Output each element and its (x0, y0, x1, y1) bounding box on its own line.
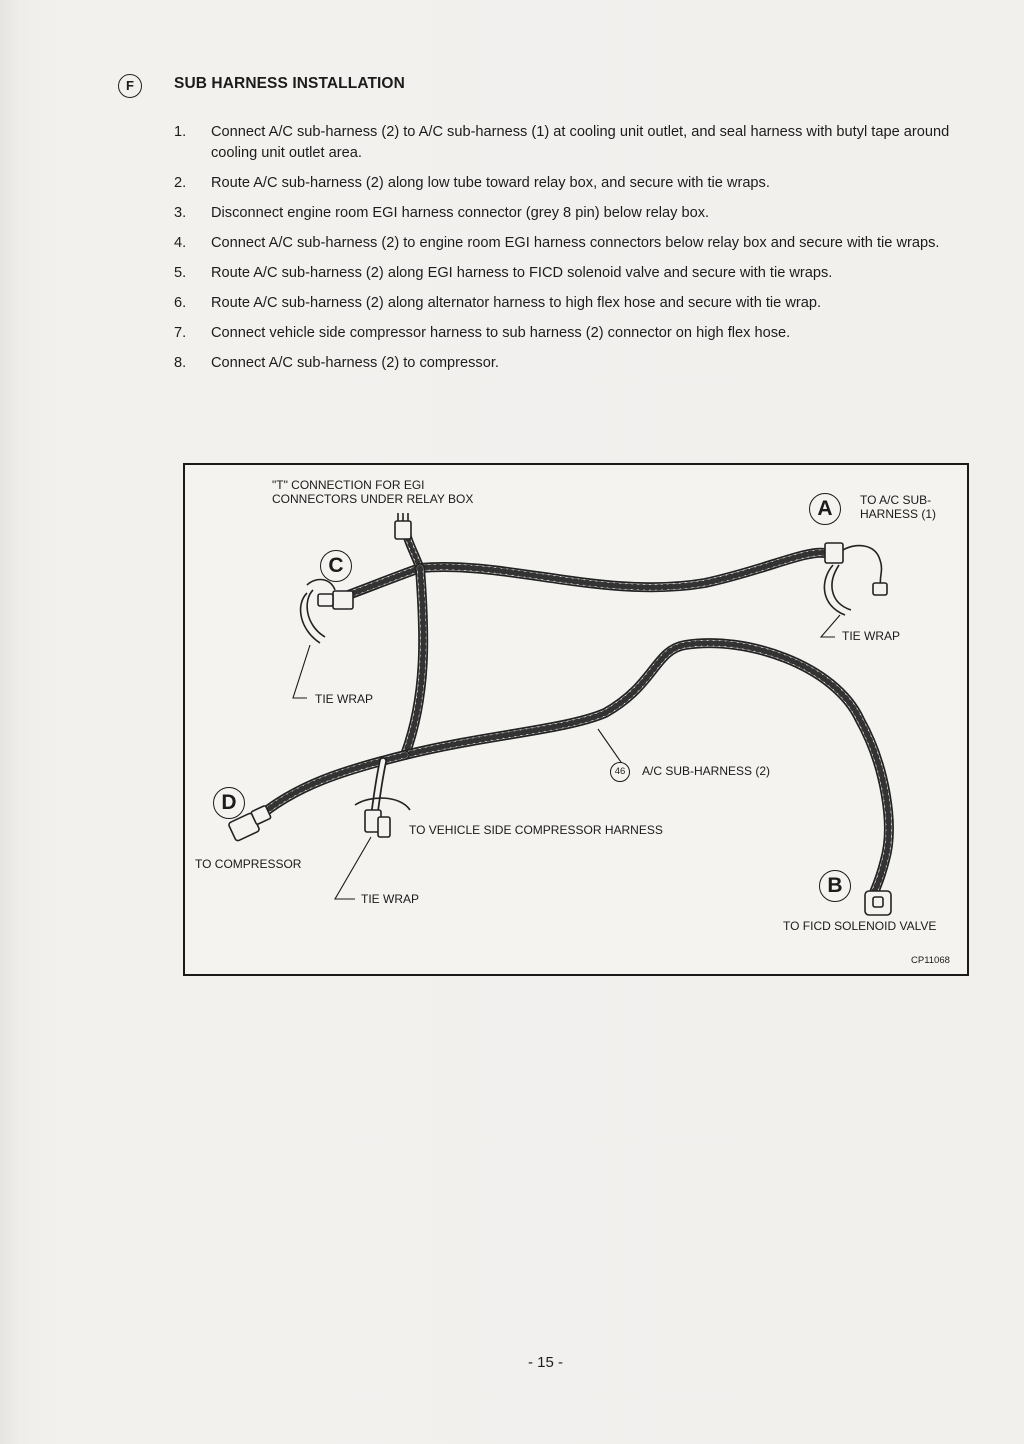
step-text: Connect A/C sub-harness (2) to engine room EGI harness connectors below relay box and secure with tie wraps. (211, 235, 940, 251)
step-item (174, 203, 984, 224)
figure-code: CP11068 (911, 955, 950, 966)
step-text: Connect vehicle side compressor harness to sub harness (2) connector on high flex hose. (211, 325, 791, 341)
step-item (174, 173, 984, 194)
tie-wrap-bottom-label: TIE WRAP (361, 892, 420, 906)
callout-d-label: TO COMPRESSOR (195, 857, 302, 871)
instruction-steps (174, 122, 984, 383)
step-number: 4. (174, 235, 187, 251)
tie-wrap-a-label: TIE WRAP (842, 629, 901, 643)
step-item (174, 353, 984, 374)
callout-a-label (860, 493, 936, 521)
callout-b-label: TO FICD SOLENOID VALVE (783, 919, 937, 933)
harness-drawing (185, 465, 967, 974)
step-item (174, 293, 984, 314)
step-text: Disconnect engine room EGI harness connector (grey 8 pin) below relay box. (211, 205, 710, 221)
step-number: 1. (174, 124, 187, 140)
step-number: 8. (174, 355, 187, 371)
harness-trunk-to-a (335, 553, 825, 600)
step-item (174, 122, 984, 164)
step-text: Route A/C sub-harness (2) along alternator harness to high flex hose and secure with tie wrap. (211, 295, 822, 311)
harness-label: A/C SUB-HARNESS (2) (642, 764, 771, 778)
section-marker: F (118, 74, 142, 98)
b-connector (865, 891, 891, 915)
section-title: SUB HARNESS INSTALLATION (174, 75, 405, 92)
leader-tie-wrap-c (293, 645, 310, 698)
c-connector (301, 580, 353, 643)
step-number: 5. (174, 265, 187, 281)
tie-wrap-c-label: TIE WRAP (315, 692, 374, 706)
step-item (174, 263, 984, 284)
part-number-badge: 46 (610, 762, 630, 782)
step-number: 6. (174, 295, 187, 311)
step-text: Connect A/C sub-harness (2) to compressor. (211, 355, 499, 371)
a-connector (824, 543, 887, 615)
t-connection-label-line1: "T" CONNECTION FOR EGI (272, 478, 425, 492)
vehicle-side-connector (355, 798, 410, 837)
step-text: Route A/C sub-harness (2) along low tube toward relay box, and secure with tie wraps. (211, 175, 770, 191)
step-item (174, 323, 984, 344)
harness-diagram (183, 463, 969, 976)
callout-a-label-line2: HARNESS (1) (860, 507, 937, 521)
vehicle-side-label: TO VEHICLE SIDE COMPRESSOR HARNESS (409, 823, 663, 837)
page-number: - 15 - (528, 1354, 564, 1371)
leader-tie-wrap-a (821, 615, 840, 637)
step-number: 3. (174, 205, 187, 221)
callout-c: C (320, 550, 352, 582)
leader-tie-wrap-bottom (335, 837, 371, 899)
t-connection-label-line2: CONNECTORS UNDER RELAY BOX (272, 492, 474, 506)
callout-b: B (819, 870, 851, 902)
step-text: Connect A/C sub-harness (2) to A/C sub-harness (1) at cooling unit outlet, and seal harness with butyl tape around cooling unit outlet area. (211, 124, 950, 161)
step-number: 2. (174, 175, 187, 191)
t-connection-label (272, 478, 473, 506)
leader-harness (598, 729, 623, 765)
step-item (174, 233, 984, 254)
callout-a-label-line1: TO A/C SUB- (860, 493, 932, 507)
t-connector (395, 513, 411, 539)
step-text: Route A/C sub-harness (2) along EGI harness to FICD solenoid valve and secure with tie wraps. (211, 265, 833, 281)
step-number: 7. (174, 325, 187, 341)
callout-d: D (213, 787, 245, 819)
callout-a: A (809, 493, 841, 525)
